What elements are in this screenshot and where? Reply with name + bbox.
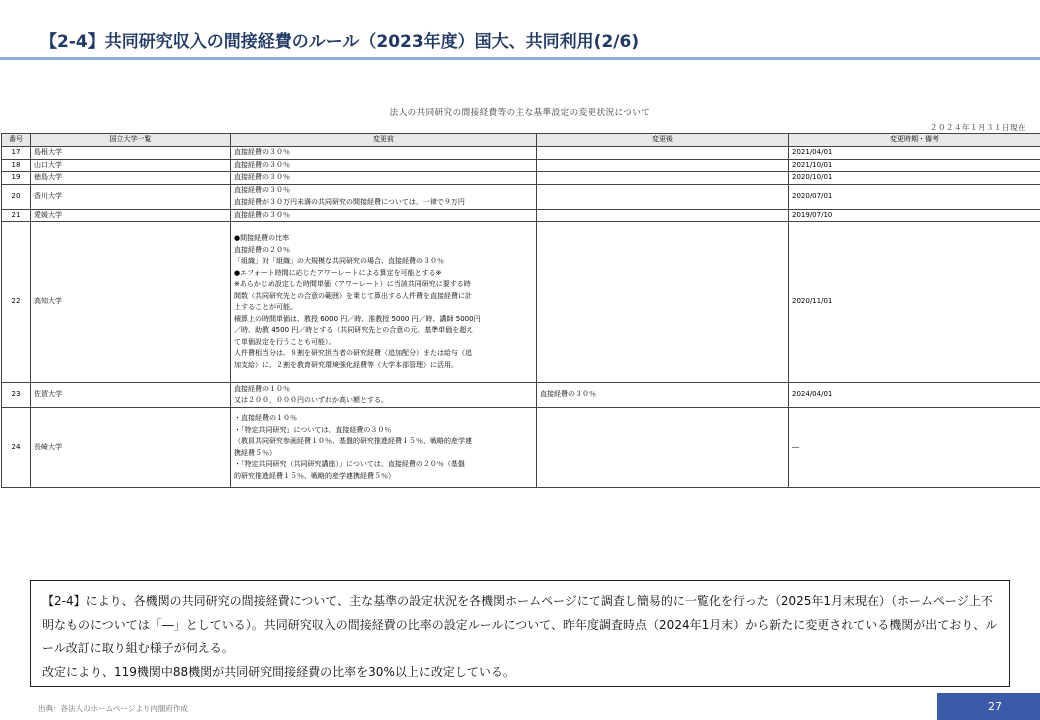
before-line: て単価設定を行うことも可能）。 — [234, 337, 336, 346]
before-line: 「組織」対「組織」の大規模な共同研究の場合、直接経費の３０％ — [234, 257, 444, 265]
row-number: 23 — [11, 390, 21, 399]
before-line: 人件費相当分は、８割を研究担当者の研究経費（追加配分）または給与（追 — [234, 349, 472, 357]
before-cell — [231, 408, 537, 488]
university-cell — [31, 147, 231, 160]
row-number: 17 — [11, 148, 21, 156]
university-cell — [31, 159, 231, 172]
date-cell — [789, 184, 1040, 209]
row-number-cell — [2, 209, 31, 222]
before-line: 積算上の時間単価は、教授 6000 円／時、准教授 5000 円／時、講師 5000円 — [234, 314, 481, 323]
date-cell — [789, 172, 1040, 185]
row-number-cell — [2, 147, 31, 160]
after-cell — [537, 209, 789, 222]
before-line: ・「特定共同研究」については、直接経費の３０％ — [234, 425, 392, 434]
after-cell — [537, 408, 789, 488]
university-cell — [31, 383, 231, 408]
after-cell — [537, 147, 789, 160]
university-name: 島根大学 — [34, 148, 62, 156]
before-cell — [231, 147, 537, 160]
change-date: 2021/04/01 — [792, 148, 833, 156]
before-line: ・直接経費の１０％ — [234, 414, 297, 422]
table-row — [2, 383, 1040, 408]
source-note: 出典：各法人のホームページより内閣府作成 — [38, 704, 188, 713]
after-cell — [537, 184, 789, 209]
row-number: 18 — [11, 160, 21, 169]
before-line: 直接経費の２０％ — [234, 245, 290, 254]
before-cell — [231, 222, 537, 383]
before-line: 直接経費の３０％ — [234, 186, 290, 194]
indirect-cost-table — [1, 133, 1040, 488]
before-line: 的研究推進経費１５％、戦略的産学連携経費５％） — [234, 471, 395, 480]
slide-title: 【2-4】共同研究収入の間接経費のルール（2023年度）国大、共同利用(2/6) — [40, 32, 640, 52]
change-date: 2024/04/01 — [792, 390, 833, 399]
row-number: 24 — [11, 442, 21, 451]
column-header-before: 変更前 — [231, 134, 537, 147]
summary-box — [30, 580, 1010, 687]
university-name: 香川大学 — [34, 191, 62, 200]
before-line: 又は２００，０００円のいずれか高い額とする。 — [234, 396, 388, 404]
change-date: 2021/10/01 — [792, 160, 833, 169]
change-date: ― — [792, 442, 799, 451]
change-date: 2020/07/01 — [792, 191, 833, 200]
before-line: 間数（共同研究先との合意の範囲）を乗じて算出する人件費を直接経費に計 — [234, 291, 472, 300]
row-number: 20 — [11, 191, 21, 200]
summary-paragraph: 改定により、119機関中88機関が共同研究間接経費の比率を30%以上に改定している。 — [42, 664, 515, 679]
column-header-university: 国立大学一覧 — [31, 134, 231, 147]
page-number: 27 — [937, 693, 1040, 720]
before-line: ※あらかじめ設定した時間単価（アワーレート）に当該共同研究に要する時 — [234, 280, 471, 288]
row-number-cell — [2, 383, 31, 408]
table-row — [2, 172, 1040, 185]
summary-paragraph: 【2-4】により、各機関の共同研究の間接経費について、主な基準の設定状況を各機関ホームページにて調査し簡易的に一覧化を行った（2025年1月末現在）（ホームページ上不明なものについては「―」としている）。共同研究収入の間接経費の比率の設定ルールについて、昨年度調査時点（2024年1月末）から新たに変更されている機関が出ており、ルール改訂に取り組む様子が伺える。 — [42, 594, 998, 655]
university-cell — [31, 184, 231, 209]
university-name: 山口大学 — [34, 160, 62, 169]
before-line: 直接経費の３０％ — [234, 173, 290, 181]
table-row — [2, 159, 1040, 172]
before-cell — [231, 172, 537, 185]
row-number: 22 — [11, 297, 21, 306]
before-cell — [231, 184, 537, 209]
before-line: ／時、助教 4500 円／時とする（共同研究先との合意の元、基準単価を超え — [234, 326, 474, 334]
university-name: 高知大学 — [34, 297, 62, 306]
change-date: 2020/10/01 — [792, 173, 833, 181]
university-name: 愛媛大学 — [34, 210, 62, 219]
table-row — [2, 408, 1040, 488]
before-cell — [231, 383, 537, 408]
university-cell — [31, 222, 231, 383]
university-name: 長崎大学 — [34, 442, 62, 451]
date-cell — [789, 159, 1040, 172]
row-number: 19 — [11, 173, 21, 181]
after-cell — [537, 383, 789, 408]
table-header-row — [2, 134, 1040, 147]
before-cell — [231, 209, 537, 222]
before-line: ・「特定共同研究（共同研究講座）」については、直接経費の２０％（基盤 — [234, 460, 465, 468]
document-date: ２０２４年１月３１日現在 — [930, 123, 1026, 132]
date-cell — [789, 222, 1040, 383]
before-line: 携経費５％） — [234, 448, 276, 457]
before-line: 直接経費が３０万円未満の共同研究の間接経費については、一律で９万円 — [234, 197, 465, 206]
document-heading: 法人の共同研究の間接経費等の主な基準設定の変更状況について — [389, 108, 651, 118]
after-line: 直接経費の３０％ — [540, 390, 596, 399]
university-name: 佐賀大学 — [34, 390, 62, 399]
row-number-cell — [2, 159, 31, 172]
before-line: 直接経費の３０％ — [234, 160, 290, 169]
row-number-cell — [2, 408, 31, 488]
table-row — [2, 184, 1040, 209]
table-row — [2, 147, 1040, 160]
before-line: 直接経費の３０％ — [234, 148, 290, 156]
university-cell — [31, 408, 231, 488]
after-cell — [537, 159, 789, 172]
table-row — [2, 222, 1040, 383]
before-line: 直接経費の１０％ — [234, 384, 290, 393]
title-divider — [0, 57, 1040, 60]
change-date: 2020/11/01 — [792, 297, 833, 306]
column-header-after: 変更後 — [537, 134, 789, 147]
before-line: ●間接経費の比率 — [234, 234, 290, 242]
table-row — [2, 209, 1040, 222]
column-header-number: 番号 — [2, 134, 31, 147]
row-number-cell — [2, 184, 31, 209]
date-cell — [789, 147, 1040, 160]
date-cell — [789, 383, 1040, 408]
row-number: 21 — [11, 210, 21, 219]
before-line: （教員共同研究参画経費１０％、基盤的研究推進経費１５％、戦略的産学連 — [234, 437, 472, 445]
before-line: ●エフォート時間に応じたアワーレートによる算定を可能とする※ — [234, 268, 442, 277]
before-cell — [231, 159, 537, 172]
before-line: 加支給）に、２割を教育研究環境強化経費等（大学本部管理）に活用。 — [234, 360, 458, 369]
university-cell — [31, 209, 231, 222]
before-line: 上することが可能。 — [234, 303, 297, 311]
date-cell — [789, 408, 1040, 488]
row-number-cell — [2, 222, 31, 383]
before-line: 直接経費の３０％ — [234, 210, 290, 219]
after-cell — [537, 172, 789, 185]
university-name: 徳島大学 — [34, 173, 62, 181]
date-cell — [789, 209, 1040, 222]
row-number-cell — [2, 172, 31, 185]
change-date: 2019/07/10 — [792, 210, 833, 219]
university-cell — [31, 172, 231, 185]
column-header-date: 変更時期・備考 — [789, 134, 1040, 147]
after-cell — [537, 222, 789, 383]
